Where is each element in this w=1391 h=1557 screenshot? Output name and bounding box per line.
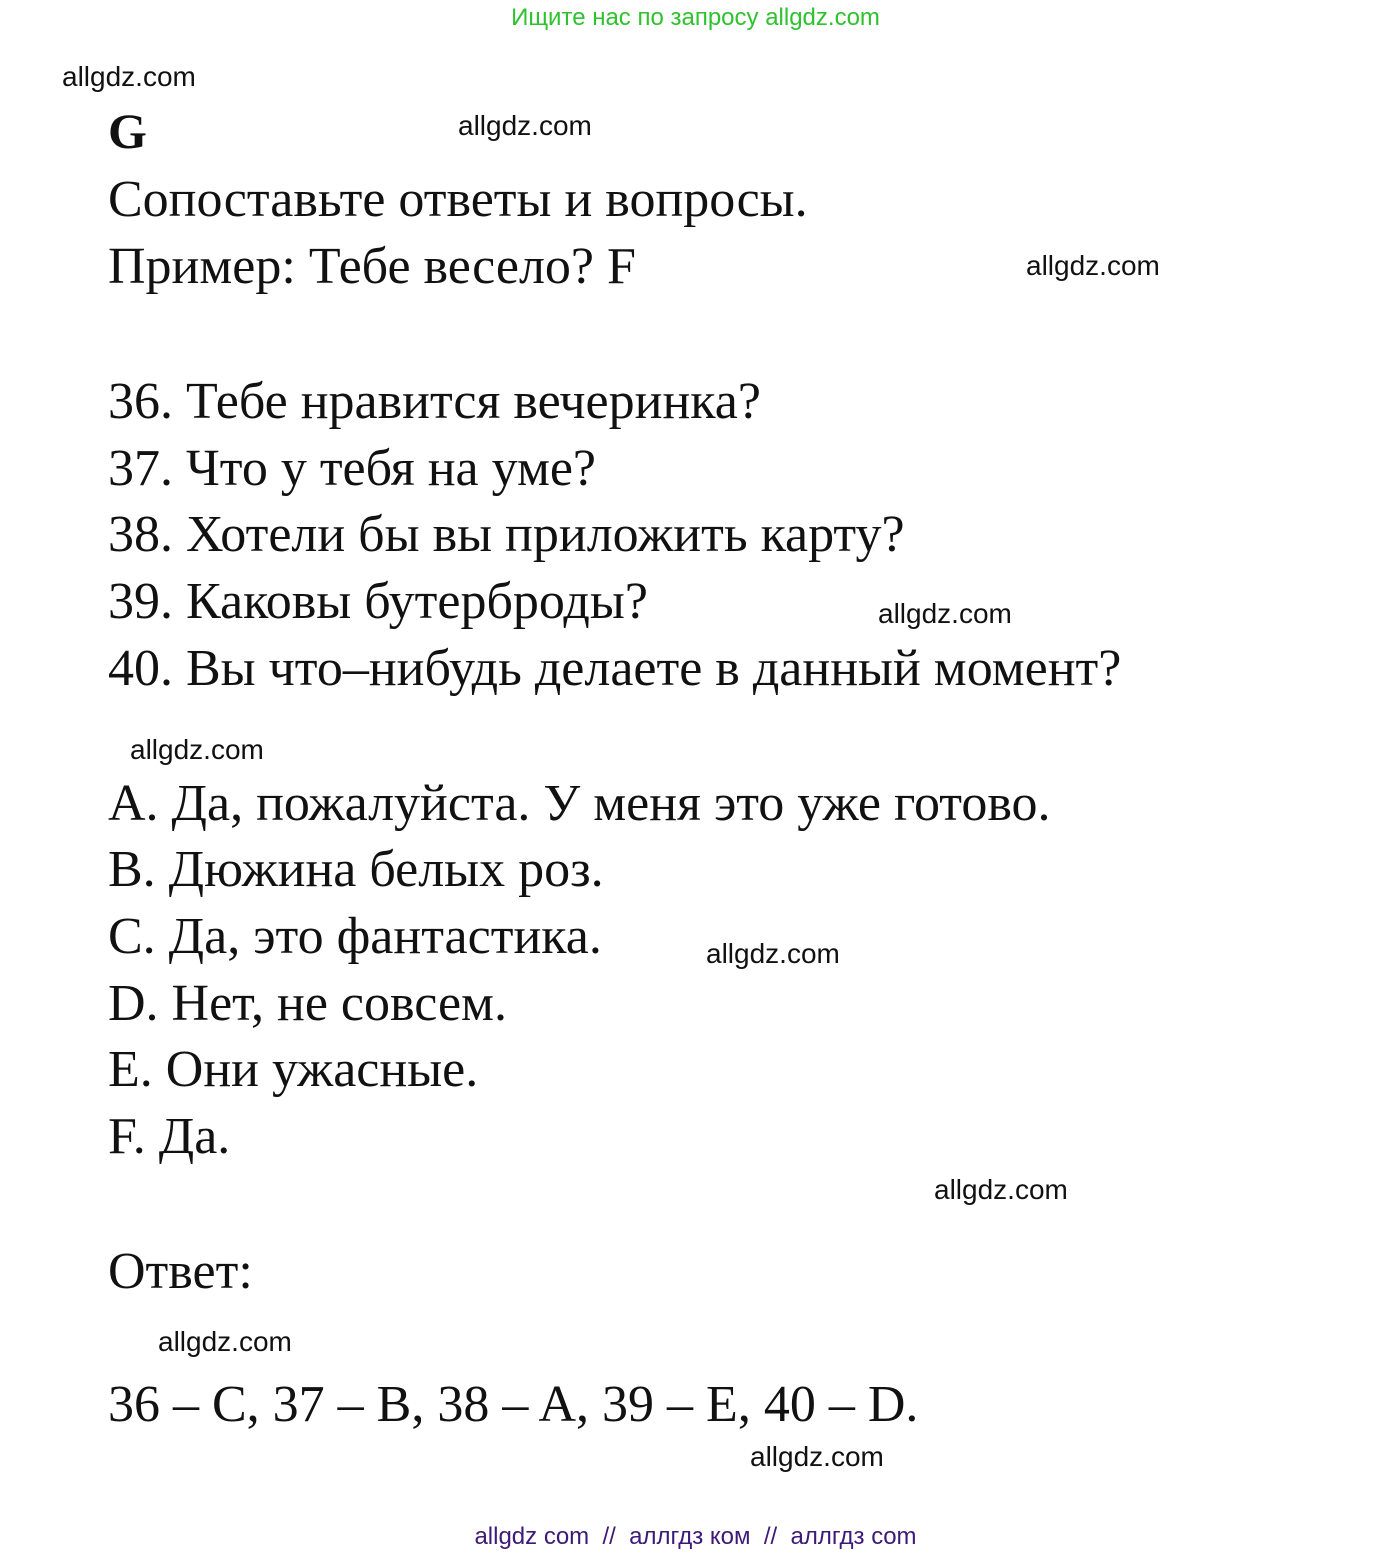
watermark: allgdz.com <box>130 734 264 765</box>
watermark: allgdz.com <box>750 1441 884 1472</box>
footer-links[interactable]: allgdz com // аллгдз ком // аллгдз com <box>474 1523 917 1550</box>
instruction: Сопоставьте ответы и вопросы. <box>108 171 808 228</box>
watermark: allgdz.com <box>934 1174 1068 1205</box>
answer-e: E. Они ужасные. <box>108 1041 479 1098</box>
question-37: 37. Что у тебя на уме? <box>108 440 597 497</box>
watermark: allgdz.com <box>1026 250 1160 281</box>
watermark: allgdz.com <box>62 61 196 92</box>
watermark: allgdz.com <box>878 598 1012 629</box>
section-letter: G <box>108 103 147 159</box>
question-38: 38. Хотели бы вы приложить карту? <box>108 506 905 563</box>
watermark: allgdz.com <box>706 938 840 969</box>
answer-key: 36 – C, 37 – B, 38 – A, 39 – E, 40 – D. <box>108 1376 919 1433</box>
answer-a: A. Да, пожалуйста. У меня это уже готово. <box>108 775 1051 832</box>
example: Пример: Тебе весело? F <box>108 238 636 295</box>
answer-c: C. Да, это фантастика. <box>108 908 602 965</box>
question-36: 36. Тебе нравится вечеринка? <box>108 373 761 430</box>
answer-d: D. Нет, не совсем. <box>108 975 507 1032</box>
answer-label: Ответ: <box>108 1243 253 1300</box>
question-40: 40. Вы что–нибудь делаете в данный момент? <box>108 640 1122 697</box>
watermark: allgdz.com <box>158 1326 292 1357</box>
answer-b: B. Дюжина белых роз. <box>108 841 604 898</box>
answer-f: F. Да. <box>108 1108 231 1165</box>
question-39: 39. Каковы бутерброды? <box>108 573 648 630</box>
watermark: allgdz.com <box>458 110 592 141</box>
header-banner[interactable]: Ищите нас по запросу allgdz.com <box>511 4 880 31</box>
